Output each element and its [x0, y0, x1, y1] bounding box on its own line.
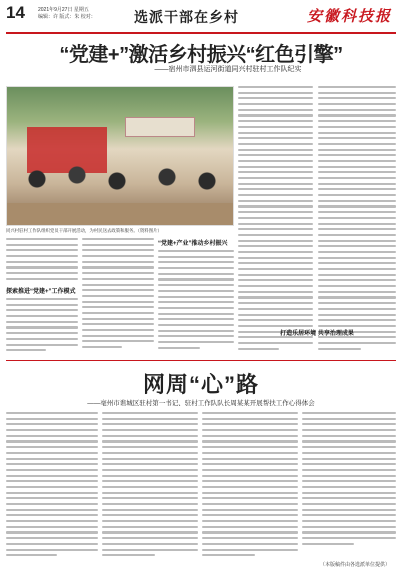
article1-bottom-subhead: 打造乐居环境 共享治理成果: [280, 331, 354, 337]
header-meta: [38, 7, 96, 21]
article1-column-1-top: [6, 238, 78, 284]
article1-column-4: [318, 86, 396, 356]
editor-line: 编辑：许 版式：朱 校对：: [38, 14, 96, 20]
article2-column-3: [202, 412, 298, 562]
page-header: [6, 4, 396, 34]
masthead-logo: 安徽科技报: [306, 7, 392, 25]
article1-subhead-2: “党建+产业”推动乡村振兴: [158, 241, 228, 247]
date-line: 2021年9月27日 星期五: [38, 7, 89, 13]
article1-column-1: [6, 298, 78, 356]
article2-column-1: [6, 412, 98, 562]
section-title: 选派干部在乡村: [134, 9, 239, 25]
article1-column-2: [82, 238, 154, 356]
photo-sign: [125, 117, 195, 137]
article1-subhead-1: 探索推进“党建+”工作模式: [6, 289, 76, 295]
page-number: 14: [6, 3, 25, 22]
article1-column-2b: [158, 250, 234, 356]
photo-people: [17, 165, 227, 205]
article1-headline: “党建+”激活乡村振兴“红色引擎”: [59, 44, 343, 66]
article1-subheadline: ——宿州市泗县运河街道同兴村驻村工作队纪实: [154, 66, 302, 73]
photo-caption: 同兴村驻村工作队组织党员干部开展活动，为村民送去政策和服务。（资料图片）: [6, 228, 162, 233]
article1-photo: [6, 86, 234, 226]
photo-ground: [7, 203, 233, 225]
article2-byline: （本版稿件由各选派单位提供）: [319, 562, 390, 568]
article2-headline: 网周“心”路: [142, 372, 259, 397]
article2-subheadline: ——亳州市谯城区驻村第一书记、驻村工作队队长周某某开展帮扶工作心得体会: [87, 400, 315, 407]
article1-column-3: [238, 86, 313, 356]
article-divider: [6, 360, 396, 361]
article2-column-4: [302, 412, 396, 552]
article2-column-2: [102, 412, 198, 562]
